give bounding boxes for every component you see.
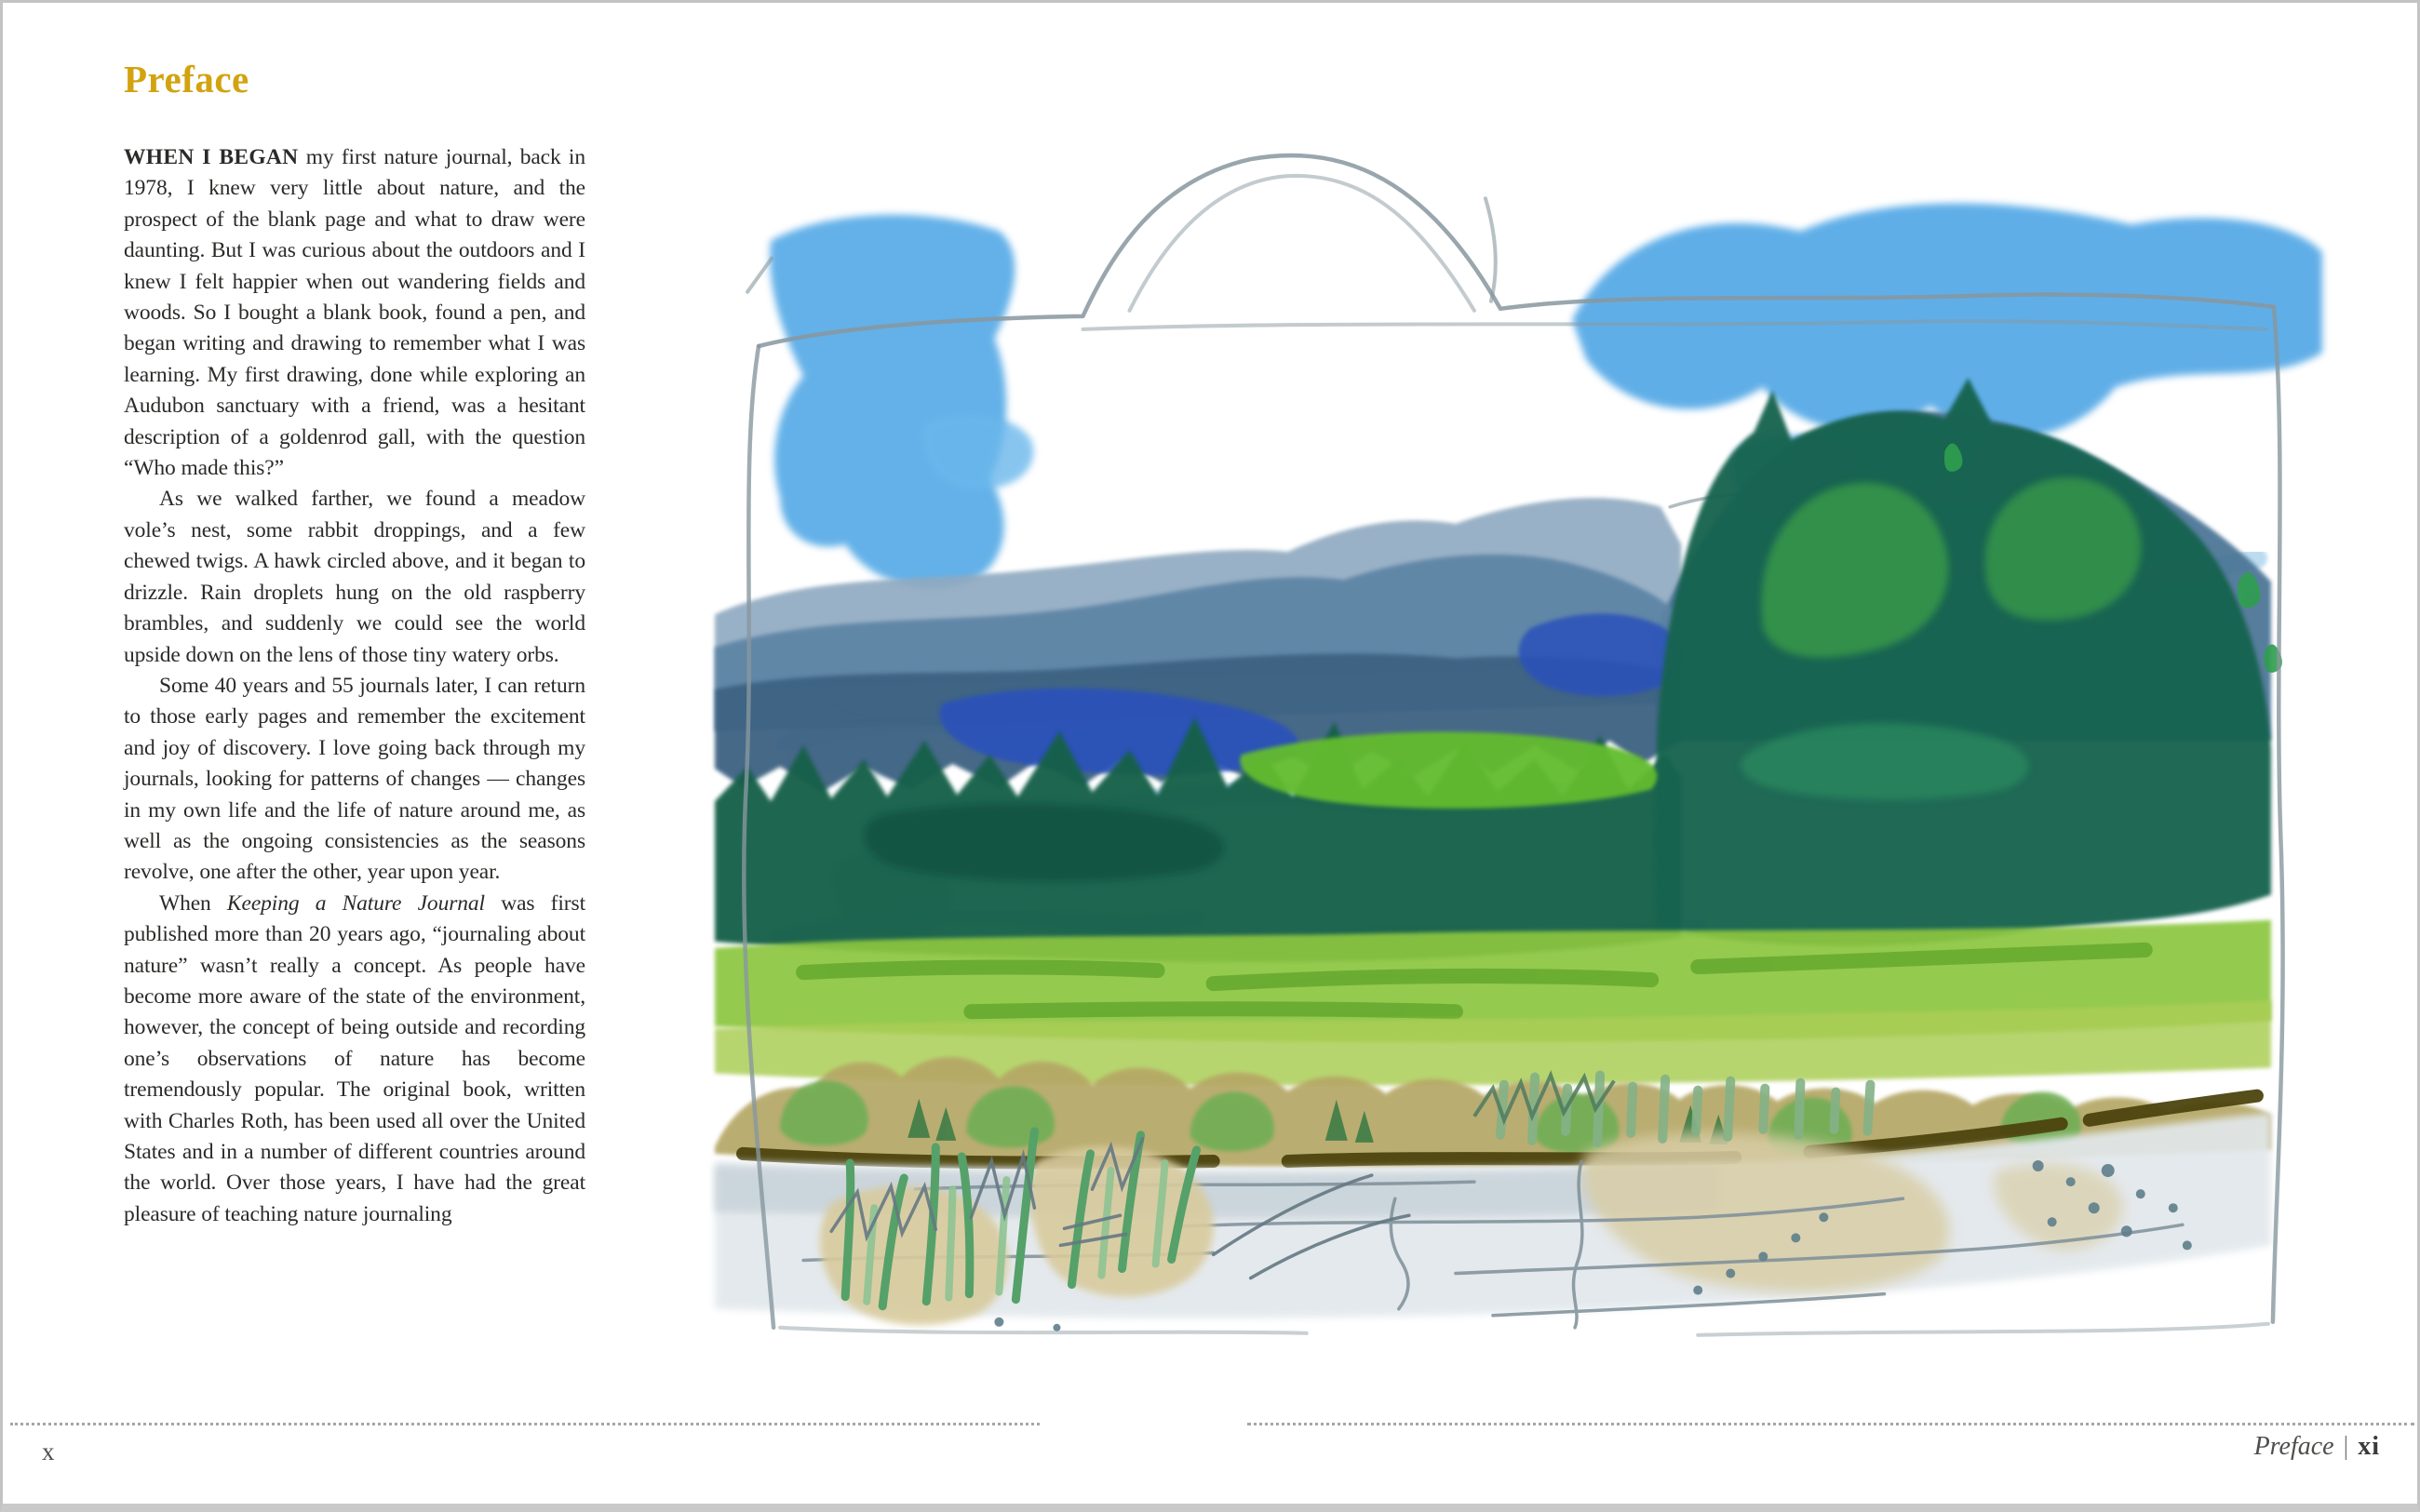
running-head: Preface [2253, 1432, 2334, 1461]
footer-separator: | [2343, 1432, 2349, 1461]
page-number-left: x [42, 1438, 55, 1465]
body-paragraph: When Keeping a Nature Journal was first published more than 20 years ago, “journaling about nature” wasn’t really a concept. As people have become more aware of the state of the environment, however, the concept of being outside and recording one’s observations of nature has become tremendously popular. The original book, written with Charles Roth, has been used all over the United States and in a number of different countries around the world. Over those years, I have had the great pleasure of teaching nature journaling [124, 890, 585, 1226]
footer-dotted-rule-left [10, 1423, 1040, 1425]
footer-dotted-rule-right [1247, 1423, 2414, 1425]
watercolor-landscape-painting [692, 142, 2332, 1367]
running-footer [2254, 1432, 2380, 1462]
page-title: Preface [124, 58, 249, 100]
page-number-right: xi [2358, 1432, 2380, 1461]
preface-body-text [124, 142, 585, 1230]
body-paragraph: Some 40 years and 55 journals later, I can return to those early pages and remember the excitement and joy of discovery. I love going back through my journals, looking for patterns of changes — changes in my own life and the life of nature around me, as well as the ongoing consistencies as the seasons revolve, one after the other, year upon year. [124, 673, 585, 885]
body-paragraph: WHEN I BEGAN my first nature journal, back in 1978, I knew very little about nature, and the prospect of the blank page and what to draw were daunting. But I was curious about the outdoors and I knew I felt happier when out wandering fields and woods. So I bought a blank book, found a pen, and began writing and drawing to remember what I was learning. My first drawing, done while exploring an Audubon sanctuary with a friend, was a hesitant description of a goldenrod gall, with the question “Who made this?” [124, 145, 585, 481]
watercolor-landscape-figure [692, 142, 2332, 1367]
body-paragraph: As we walked farther, we found a meadow vole’s nest, some rabbit droppings, and a few chewed twigs. A hawk circled above, and it began to drizzle. Rain droplets hung on the old raspberry brambles, and suddenly we could see the world upside down on the lens of those tiny watery orbs. [124, 487, 585, 667]
